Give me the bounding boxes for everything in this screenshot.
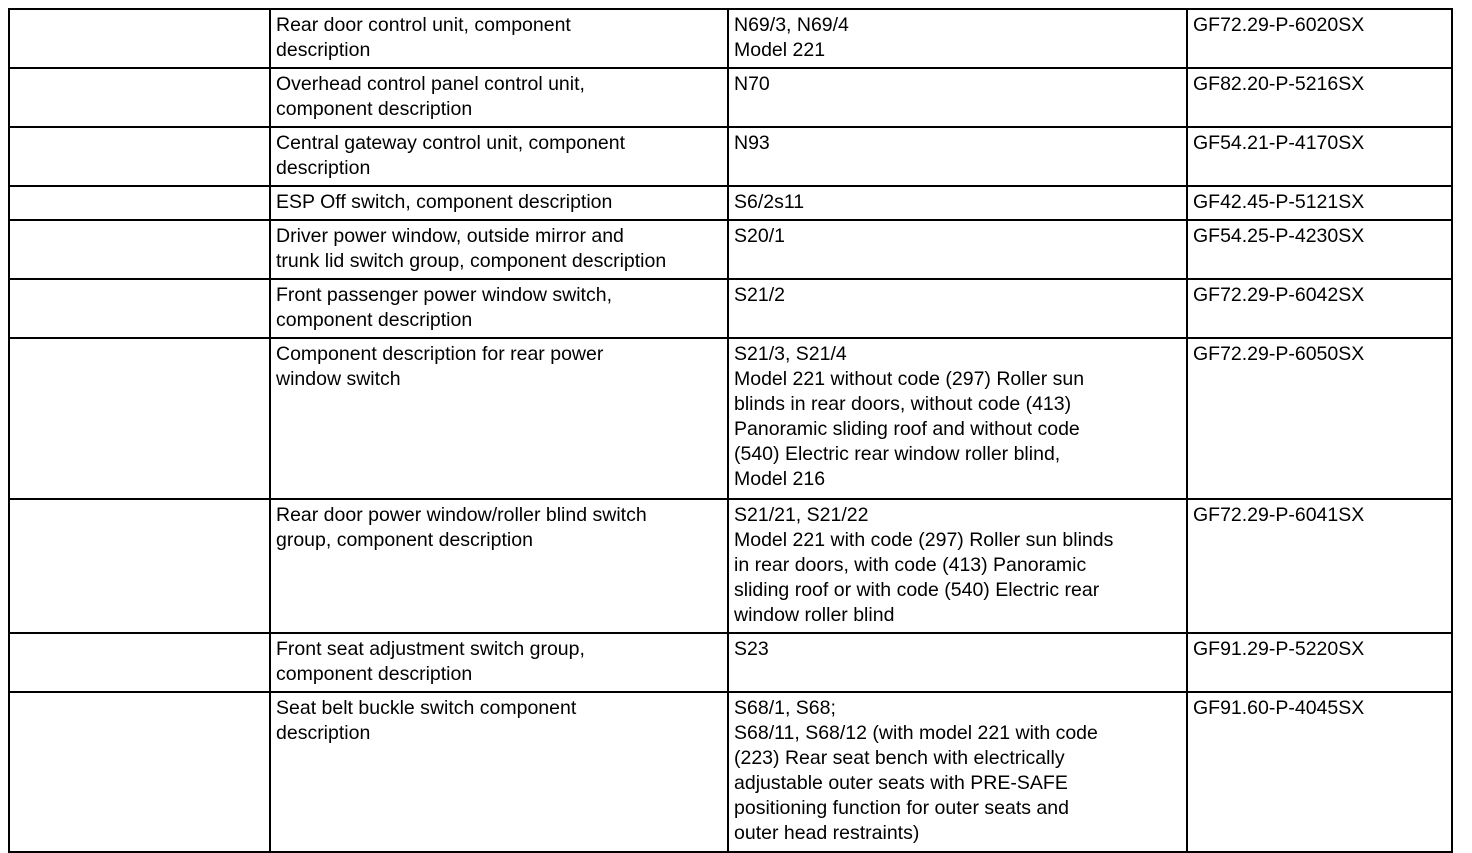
- description-line: Seat belt buckle switch component: [276, 697, 577, 719]
- description-line: description: [276, 39, 371, 61]
- document-number: GF82.20-P-5216SX: [1193, 73, 1365, 95]
- description-line: Front passenger power window switch,: [276, 284, 612, 306]
- document-number-cell: [1187, 220, 1452, 279]
- empty-cell: [9, 186, 270, 220]
- table-row: [9, 338, 1452, 499]
- description-line: Front seat adjustment switch group,: [276, 638, 585, 660]
- designation-line: S21/21, S21/22: [734, 504, 869, 526]
- designation-line: Model 221: [734, 39, 826, 61]
- table-body: [9, 9, 1452, 852]
- designation-line: Model 216: [734, 468, 826, 490]
- table-row: [9, 127, 1452, 186]
- designation-line: blinds in rear doors, without code (413): [734, 393, 1072, 415]
- empty-cell: [9, 338, 270, 499]
- description-line: component description: [276, 98, 473, 120]
- designation-line: S6/2s11: [734, 191, 805, 213]
- document-number: GF91.29-P-5220SX: [1193, 638, 1365, 660]
- table-row: [9, 633, 1452, 692]
- designation-cell: [728, 279, 1187, 338]
- description-line: group, component description: [276, 529, 533, 551]
- designation-line: outer head restraints): [734, 822, 920, 844]
- table-row: [9, 692, 1452, 852]
- description-cell: [270, 692, 728, 852]
- table-row: [9, 68, 1452, 127]
- document-number-cell: [1187, 127, 1452, 186]
- description-line: component description: [276, 309, 473, 331]
- description-cell: [270, 127, 728, 186]
- empty-cell: [9, 633, 270, 692]
- description-line: window switch: [276, 368, 401, 390]
- designation-line: S20/1: [734, 225, 785, 247]
- designation-line: in rear doors, with code (413) Panoramic: [734, 554, 1087, 576]
- description-cell: [270, 68, 728, 127]
- description-line: Rear door control unit, component: [276, 14, 571, 36]
- designation-line: positioning function for outer seats and: [734, 797, 1069, 819]
- document-number: GF42.45-P-5121SX: [1193, 191, 1365, 213]
- designation-line: window roller blind: [734, 604, 895, 626]
- designation-line: Panoramic sliding roof and without code: [734, 418, 1080, 440]
- document-number: GF54.25-P-4230SX: [1193, 225, 1365, 247]
- description-line: Overhead control panel control unit,: [276, 73, 585, 95]
- designation-line: sliding roof or with code (540) Electric rear: [734, 579, 1100, 601]
- designation-line: N69/3, N69/4: [734, 14, 849, 36]
- document-number-cell: [1187, 633, 1452, 692]
- empty-cell: [9, 127, 270, 186]
- empty-cell: [9, 499, 270, 633]
- description-cell: [270, 220, 728, 279]
- description-line: Central gateway control unit, component: [276, 132, 626, 154]
- designation-cell: [728, 338, 1187, 499]
- component-description-table: [8, 8, 1453, 853]
- designation-line: (223) Rear seat bench with electrically: [734, 747, 1065, 769]
- description-line: description: [276, 157, 371, 179]
- document-number-cell: [1187, 186, 1452, 220]
- description-line: ESP Off switch, component description: [276, 191, 613, 213]
- table-row: [9, 279, 1452, 338]
- document-number-cell: [1187, 692, 1452, 852]
- description-line: Driver power window, outside mirror and: [276, 225, 624, 247]
- description-cell: [270, 186, 728, 220]
- designation-line: adjustable outer seats with PRE-SAFE: [734, 772, 1068, 794]
- description-line: description: [276, 722, 371, 744]
- document-number: GF72.29-P-6020SX: [1193, 14, 1365, 36]
- table-row: [9, 220, 1452, 279]
- description-line: component description: [276, 663, 473, 685]
- table-row: [9, 9, 1452, 68]
- document-number: GF91.60-P-4045SX: [1193, 697, 1365, 719]
- document-number-cell: [1187, 68, 1452, 127]
- designation-cell: [728, 68, 1187, 127]
- designation-cell: [728, 633, 1187, 692]
- description-cell: [270, 633, 728, 692]
- designation-line: S21/3, S21/4: [734, 343, 847, 365]
- designation-line: (540) Electric rear window roller blind,: [734, 443, 1061, 465]
- table-row: [9, 499, 1452, 633]
- document-number-cell: [1187, 499, 1452, 633]
- table-row: [9, 186, 1452, 220]
- designation-line: S21/2: [734, 284, 785, 306]
- empty-cell: [9, 220, 270, 279]
- designation-cell: [728, 220, 1187, 279]
- designation-line: S68/11, S68/12 (with model 221 with code: [734, 722, 1098, 744]
- document-number-cell: [1187, 279, 1452, 338]
- empty-cell: [9, 279, 270, 338]
- designation-line: N93: [734, 132, 770, 154]
- empty-cell: [9, 68, 270, 127]
- description-line: Component description for rear power: [276, 343, 604, 365]
- description-cell: [270, 338, 728, 499]
- designation-line: S68/1, S68;: [734, 697, 836, 719]
- designation-cell: [728, 692, 1187, 852]
- document-number: GF54.21-P-4170SX: [1193, 132, 1365, 154]
- designation-line: Model 221 with code (297) Roller sun blinds: [734, 529, 1114, 551]
- document-number: GF72.29-P-6050SX: [1193, 343, 1365, 365]
- document-number: GF72.29-P-6042SX: [1193, 284, 1365, 306]
- document-number: GF72.29-P-6041SX: [1193, 504, 1365, 526]
- designation-line: N70: [734, 73, 770, 95]
- document-number-cell: [1187, 9, 1452, 68]
- designation-cell: [728, 9, 1187, 68]
- designation-cell: [728, 499, 1187, 633]
- description-cell: [270, 9, 728, 68]
- description-cell: [270, 499, 728, 633]
- description-cell: [270, 279, 728, 338]
- description-line: trunk lid switch group, component description: [276, 250, 667, 272]
- designation-cell: [728, 186, 1187, 220]
- designation-line: Model 221 without code (297) Roller sun: [734, 368, 1085, 390]
- empty-cell: [9, 692, 270, 852]
- document-number-cell: [1187, 338, 1452, 499]
- designation-line: S23: [734, 638, 769, 660]
- designation-cell: [728, 127, 1187, 186]
- empty-cell: [9, 9, 270, 68]
- description-line: Rear door power window/roller blind switch: [276, 504, 647, 526]
